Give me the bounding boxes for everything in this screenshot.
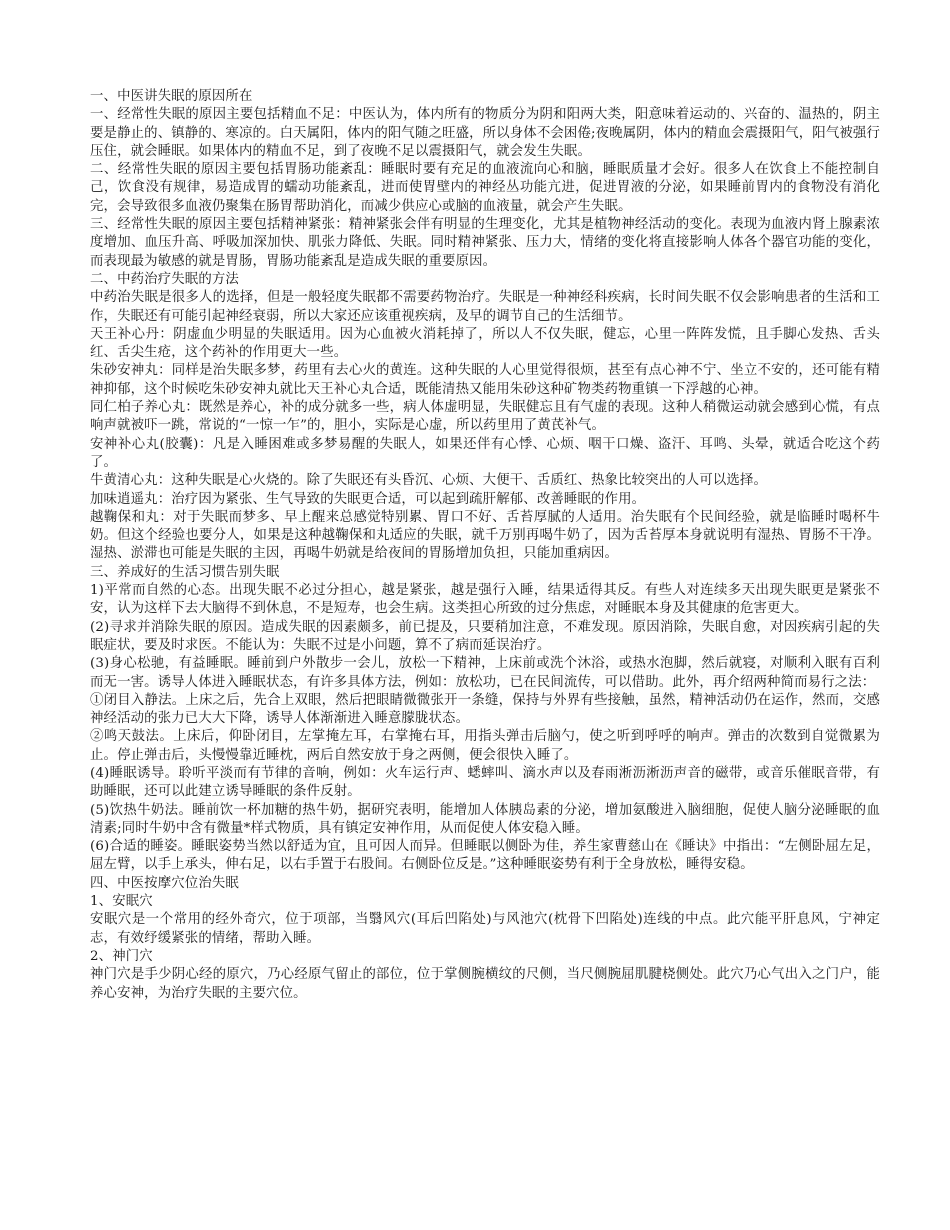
paragraph-habit-3b: ②鸣天鼓法。上床后，仰卧闭目，左掌掩左耳，右掌掩右耳，用指头弹击后脑勺，使之听到呼呼的响声。弹击的次数到自觉微累为止。停止弹击后，头慢慢靠近睡枕，两后自然安放于身之两侧，便会很快入睡了。 bbox=[90, 729, 880, 763]
paragraph-cause-3: 三、经常性失眠的原因主要包括精神紧张：精神紧张会伴有明显的生理变化，尤其是植物神经活动的变化。表现为血液内肾上腺素浓度增加、血压升高、呼吸加深加快、肌张力降低、失眠。同时精神紧张、压力大，情绪的变化将直接影响人体各个器官功能的变化，而表现最为敏感的就是胃肠，胃肠功能紊乱是造成失眠的重要原因。 bbox=[90, 217, 880, 269]
heading-herbal-methods: 二、中药治疗失眠的方法 bbox=[90, 271, 239, 287]
paragraph-habit-6: (6)合适的睡姿。睡眠姿势当然以舒适为宜，且可因人而异。但睡眠以侧卧为佳，养生家曹慈山在《睡诀》中指出：“左侧卧屈左足，屈左臂，以手上承头，伸右足，以右手置于右股间。右侧卧位反是。”这种睡眠姿势有利于全身放松，睡得安稳。 bbox=[90, 839, 880, 873]
heading-anmian: 1、安眠穴 bbox=[90, 894, 153, 910]
heading-acupoints: 四、中医按摩穴位治失眠 bbox=[90, 875, 239, 891]
paragraph-cause-1: 一、经常性失眠的原因主要包括精血不足：中医认为，体内所有的物质分为阴和阳两大类，阳意味着运动的、兴奋的、温热的，阴主要是静止的、镇静的、寒凉的。白天属阳，体内的阳气随之旺盛，所以身体不会困倦;夜晚属阴，体内的精血会震摄阳气，阳气被强行压住，就会睡眠。如果体内的精血不足，到了夜晚不足以震摄阳气，就会发生失眠。 bbox=[90, 107, 881, 159]
paragraph-habit-2: (2)寻求并消除失眠的原因。造成失眠的因素颇多，前已提及，只要稍加注意，不难发现。原因消除，失眠自愈，对因疾病引起的失眠症状，要及时求医。不能认为：失眠不过是小问题，算不了病而延误治疗。 bbox=[90, 619, 880, 653]
heading-habits: 三、养成好的生活习惯告别失眠 bbox=[90, 564, 280, 580]
paragraph-zhusha: 朱砂安神丸：同样是治失眠多梦，药里有去心火的黄连。这种失眠的人心里觉得很烦，甚至有点心神不宁、坐立不安的，还可能有精神抑郁，这个时候吃朱砂安神丸就比天王补心丸合适，既能清热又能用朱砂这种矿物类药物重镇一下浮越的心神。 bbox=[90, 363, 880, 397]
paragraph-shenmen: 神门穴是手少阴心经的原穴，乃心经原气留止的部位，位于掌侧腕横纹的尺侧，当尺侧腕屈肌腱桡侧处。此穴乃心气出入之门户，能养心安神，为治疗失眠的主要穴位。 bbox=[90, 967, 880, 1001]
paragraph-habit-4: (4)睡眠诱导。聆听平淡而有节律的音响，例如：火车运行声、蟋蟀叫、滴水声以及春雨淅沥淅沥声音的磁带，或音乐催眠音带，有助睡眠，还可以此建立诱导睡眠的条件反射。 bbox=[90, 765, 880, 800]
paragraph-yueju: 越鞠保和丸：对于失眠而梦多、早上醒来总感觉特别累、胃口不好、舌苔厚腻的人适用。治失眠有个民间经验，就是临睡时喝杯牛奶。但这个经验也要分人，如果是这种越鞠保和丸适应的失眠，就千万别再喝牛奶了，因为舌苔厚本身就说明有湿热、胃肠不干净。湿热、淤滞也可能是失眠的主因，再喝牛奶就是给夜间的胃肠增加负担，只能加重病因。 bbox=[90, 509, 880, 562]
paragraph-tianwang: 天王补心丹：阴虚血少明显的失眠适用。因为心血被火消耗掉了，所以人不仅失眠，健忘，心里一阵阵发慌，且手脚心发热、舌头红、舌尖生疮，这个药补的作用更大一些。 bbox=[90, 326, 880, 361]
heading-causes: 一、中医讲失眠的原因所在 bbox=[90, 89, 253, 104]
paragraph-anshen: 安神补心丸(胶囊)：凡是入睡困难或多梦易醒的失眠人，如果还伴有心悸、心烦、咽干口燥、盗汗、耳鸣、头晕，就适合吃这个药了。 bbox=[90, 436, 880, 470]
paragraph-anmian: 安眠穴是一个常用的经外奇穴，位于项部，当翳风穴(耳后凹陷处)与风池穴(枕骨下凹陷处)连线的中点。此穴能平肝息风，宁神定志，有效纾缓紧张的情绪，帮助入睡。 bbox=[90, 912, 880, 946]
paragraph-cause-2: 二、经常性失眠的原因主要包括胃肠功能紊乱：睡眠时要有充足的血液流向心和脑，睡眠质量才会好。很多人在饮食上不能控制自己，饮食没有规律，易造成胃的蠕动功能紊乱，进而使胃壁内的神经丛功能亢进，促进胃液的分泌，如果睡前胃内的食物没有消化完，会导致很多血液仍聚集在肠胃帮助消化，而减少供应心或脑的血液量，就会产生失眠。 bbox=[90, 162, 880, 214]
paragraph-habit-1: 1)平常而自然的心态。出现失眠不必过分担心，越是紧张，越是强行入睡，结果适得其反。有些人对连续多天出现失眠更是紧张不安，认为这样下去大脑得不到休息，不是短寿，也会生病。这类担心所致的过分焦虑，对睡眠本身及其健康的危害更大。 bbox=[90, 583, 880, 617]
heading-shenmen: 2、神门穴 bbox=[90, 948, 153, 964]
paragraph-habit-5: (5)饮热牛奶法。睡前饮一杯加糖的热牛奶，据研究表明，能增加人体胰岛素的分泌，增加氨酸进入脑细胞，促使人脑分泌睡眠的血清素;同时牛奶中含有微量*样式物质，具有镇定安神作用，从而促使人体安稳入睡。 bbox=[90, 802, 880, 836]
paragraph-habit-3a: ①闭目入静法。上床之后，先合上双眼，然后把眼睛微微张开一条缝，保持与外界有些接触，虽然，精神活动仍在运作，然而，交感神经活动的张力已大大下降，诱导人体渐渐进入睡意朦胧状态。 bbox=[90, 692, 880, 727]
paragraph-xiaoyao: 加味逍遥丸：治疗因为紧张、生气导致的失眠更合适，可以起到疏肝解郁、改善睡眠的作用。 bbox=[90, 491, 646, 507]
paragraph-herbal-intro: 中药治失眠是很多人的选择，但是一般轻度失眠都不需要药物治疗。失眠是一种神经科疾病，长时间失眠不仅会影响患者的生活和工作，失眠还有可能引起神经衰弱，所以大家还应该重视疾病，及早的调节自己的生活细节。 bbox=[90, 290, 880, 324]
paragraph-baizi: 同仁柏子养心丸：既然是养心，补的成分就多一些，病人体虚明显，失眠健忘且有气虚的表现。这种人稍微运动就会感到心慌，有点响声就被吓一跳，常说的“一惊一乍”的，胆小，实际是心虚，所以药里用了黄芪补气。 bbox=[90, 400, 880, 434]
paragraph-habit-3: (3)身心松驰，有益睡眠。睡前到户外散步一会儿，放松一下精神，上床前或洗个沐浴，或热水泡脚，然后就寝，对顺利入眠有百利而无一害。诱导人体进入睡眠状态，有许多具体方法，例如：放松功，已在民间流传，可以借助。此外，再介绍两种简而易行之法： bbox=[90, 656, 880, 690]
paragraph-niuhuang: 牛黄清心丸：这种失眠是心火烧的。除了失眠还有头昏沉、心烦、大便干、舌质红、热象比较突出的人可以选择。 bbox=[90, 473, 768, 489]
